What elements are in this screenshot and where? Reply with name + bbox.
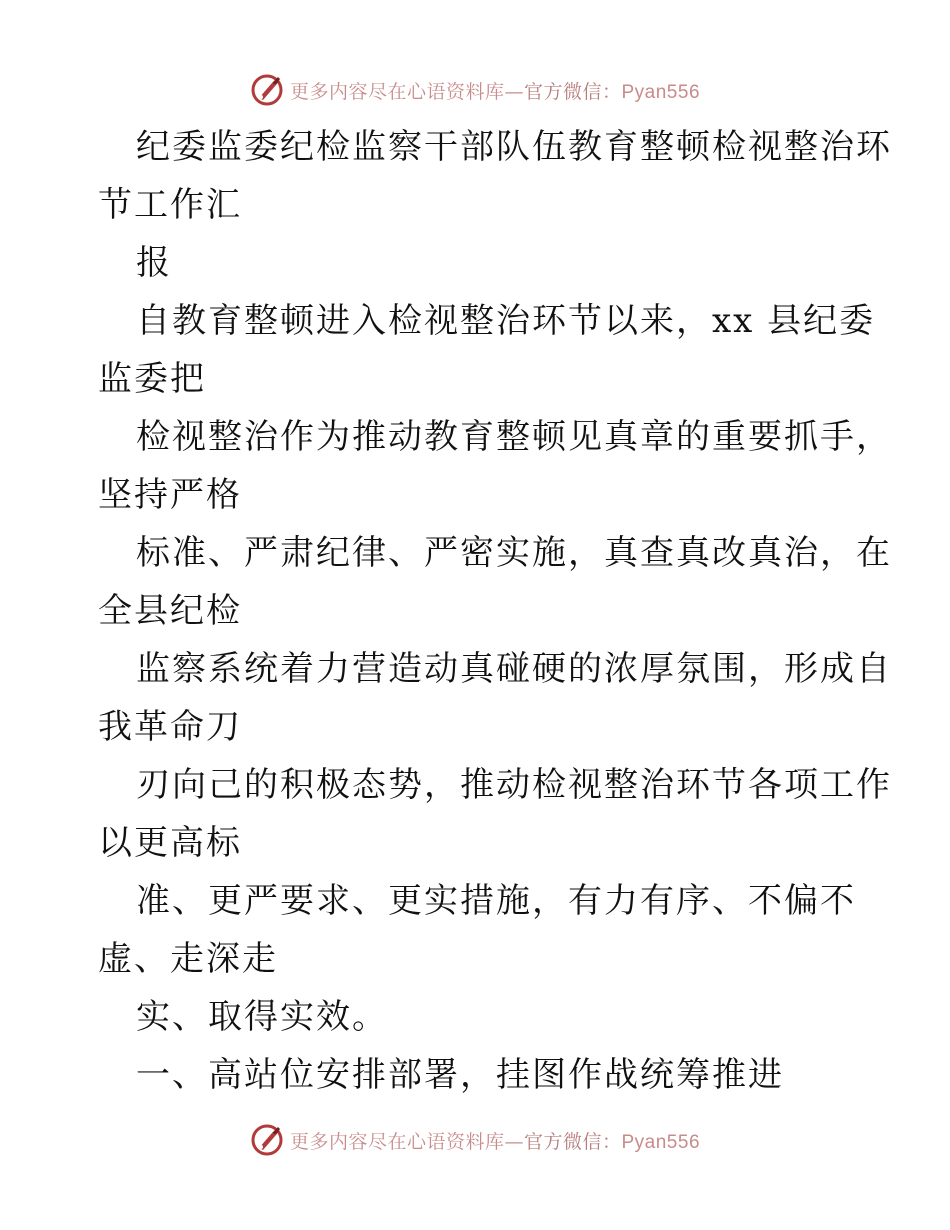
footer-banner-text — [290, 1127, 700, 1154]
document-line: 一、高站位安排部署，挂图作战统筹推进 — [136, 1055, 784, 1095]
header-banner-dash: — — [504, 80, 524, 103]
document-line: 节工作汇 — [98, 185, 242, 225]
document-line: 以更高标 — [98, 823, 242, 863]
document-body — [98, 118, 892, 1104]
document-line: 纪委监委纪检监察干部队伍教育整顿检视整治环 — [136, 127, 892, 167]
document-line: 实、取得实效。 — [136, 997, 388, 1037]
footer-banner-inner — [250, 1123, 700, 1157]
quill-pen-logo-icon — [250, 1123, 284, 1157]
footer-banner — [0, 1120, 950, 1160]
quill-pen-logo-icon — [250, 73, 284, 107]
header-banner — [0, 70, 950, 110]
document-line: 刃向己的积极态势，推动检视整治环节各项工作 — [136, 765, 892, 805]
header-banner-inner — [250, 73, 700, 107]
footer-banner-main: 更多内容尽在心语资料库 — [289, 1130, 505, 1153]
document-line: 报 — [136, 243, 172, 283]
document-line: 监委把 — [98, 359, 206, 399]
document-line: 坚持严格 — [98, 475, 242, 515]
document-line: 全县纪检 — [98, 591, 242, 631]
header-banner-label: 官方微信： — [523, 80, 622, 103]
header-banner-text — [290, 77, 700, 104]
document-line: 标准、严肃纪律、严密实施，真查真改真治，在 — [136, 533, 892, 573]
document-line: 准、更严要求、更实措施，有力有序、不偏不 — [136, 881, 856, 921]
document-line: 我革命刀 — [98, 707, 242, 747]
document-line: 检视整治作为推动教育整顿见真章的重要抓手， — [136, 417, 892, 457]
footer-banner-wechat-id: Pyan556 — [621, 1131, 701, 1153]
header-banner-main: 更多内容尽在心语资料库 — [289, 80, 505, 103]
document-line: 自教育整顿进入检视整治环节以来，xx 县纪委 — [136, 301, 876, 341]
footer-banner-dash: — — [504, 1130, 524, 1153]
footer-banner-label: 官方微信： — [523, 1130, 622, 1153]
header-banner-wechat-id: Pyan556 — [621, 81, 701, 103]
document-line: 监察系统着力营造动真碰硬的浓厚氛围，形成自 — [136, 649, 892, 689]
document-line: 虚、走深走 — [98, 939, 278, 979]
